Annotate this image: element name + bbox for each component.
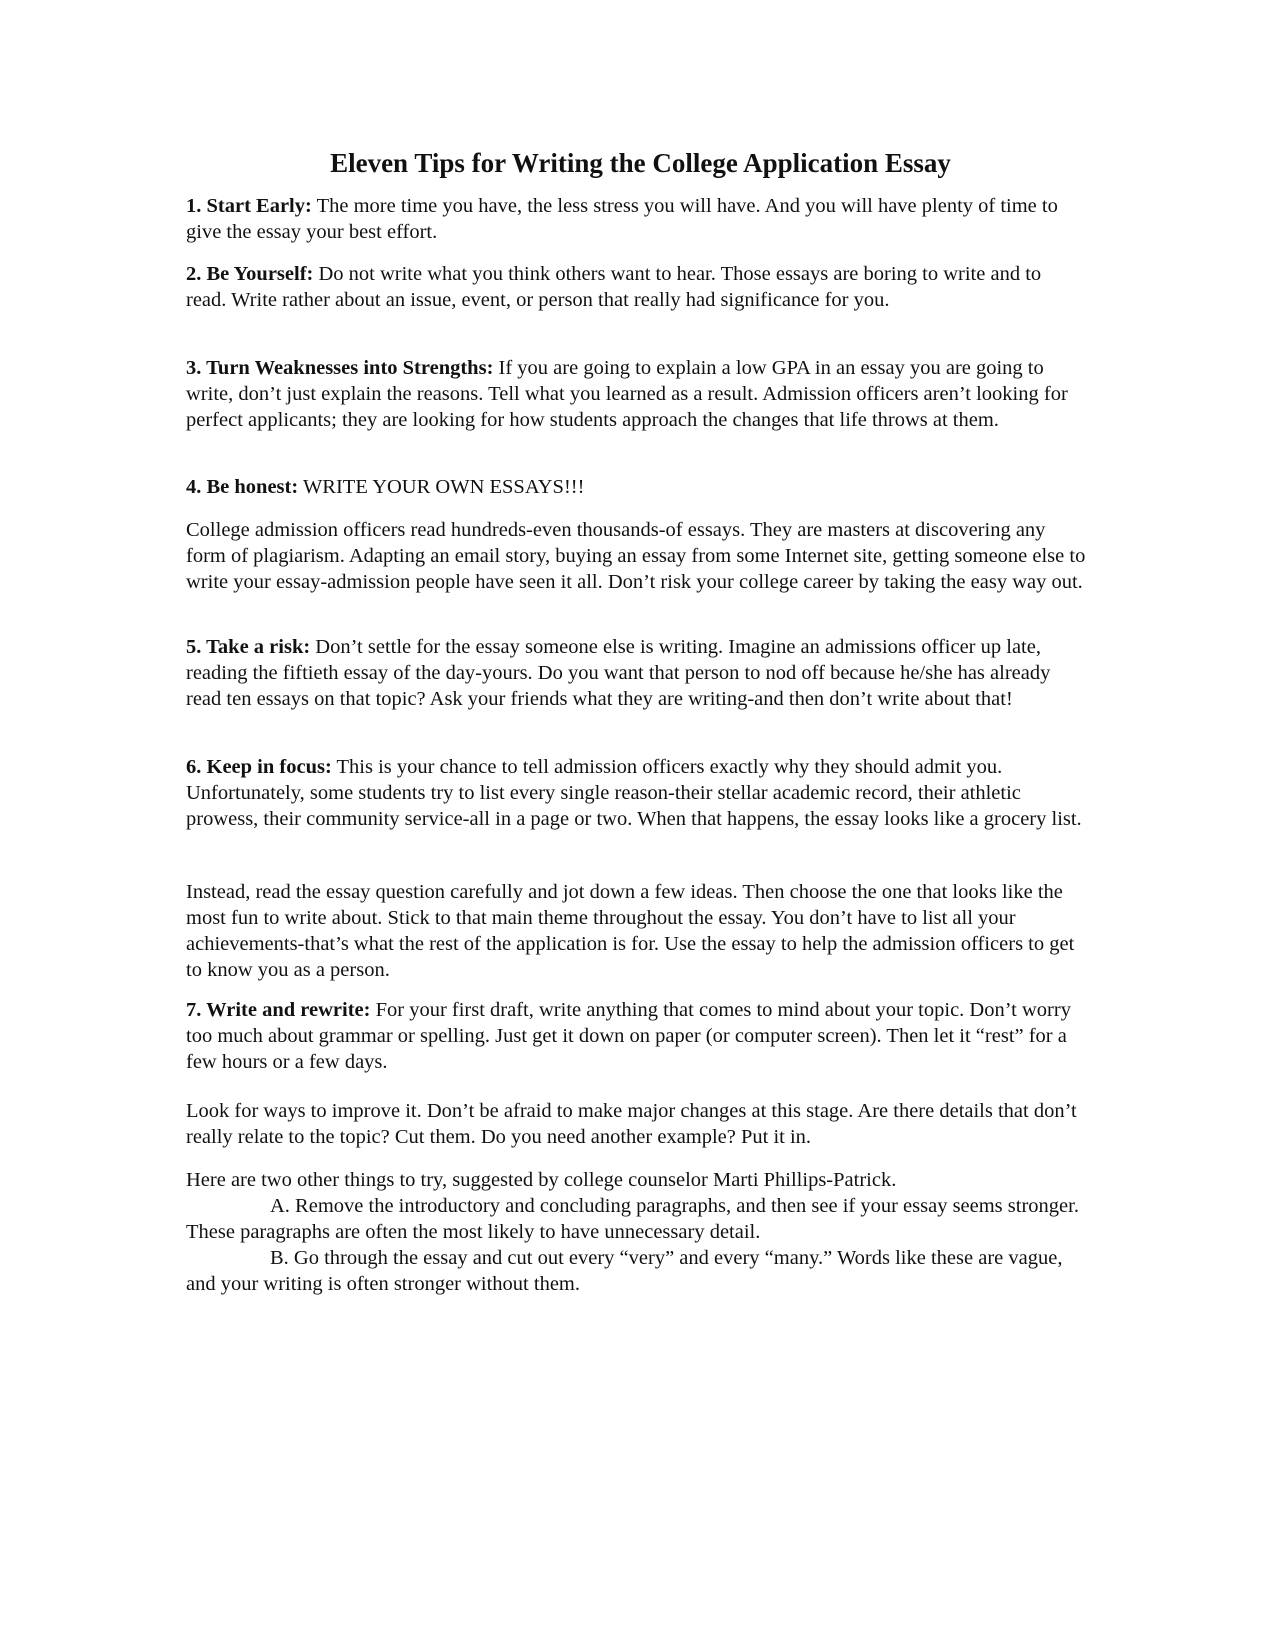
tip-7-continuation	[186, 1098, 1086, 1150]
tip-heading-6: 6. Keep in focus:	[186, 756, 332, 778]
tip-paragraph-1	[186, 193, 1086, 245]
tip-heading-4: 4. Be honest:	[186, 476, 299, 498]
tip-body-3: If you are going to explain a low GPA in an essay you are going to write, don’t just explain the reasons. Tell what you learned as a result. Admission officers aren’t looking for perfect applicants; they are looking for how students approach the changes that life throws at them.	[186, 357, 1068, 431]
tip-heading-1: 1. Start Early:	[186, 195, 312, 217]
tip-4-continuation	[186, 517, 1086, 595]
tip-body-4: WRITE YOUR OWN ESSAYS!!!	[298, 476, 585, 498]
tip-body-7: For your first draft, write anything that comes to mind about your topic. Don’t worry too much about grammar or spelling. Just get it down on paper (or computer screen). Then let it “rest” for a few hours or a few days.	[186, 999, 1071, 1073]
document-title: Eleven Tips for Writing the College Application Essay	[330, 148, 951, 178]
closing-intro: Here are two other things to try, suggested by college counselor Marti Phillips-Patrick.	[186, 1169, 897, 1191]
tip-6-continuation-text: Instead, read the essay question carefully and jot down a few ideas. Then choose the one that looks like the most fun to write about. Stick to that main theme throughout the essay. You don’t have to list all your achievements-that’s what the rest of the application is for. Use the essay to help the admission officers to get to know you as a person.	[186, 881, 1075, 981]
closing-item-a: A. Remove the introductory and concluding paragraphs, and then see if your essay seems stronger. These paragraphs are often the most likely to have unnecessary detail.	[186, 1195, 1079, 1243]
tip-body-5: Don’t settle for the essay someone else is writing. Imagine an admissions officer up late, reading the fiftieth essay of the day-yours. Do you want that person to nod off because he/she has already read ten essays on that topic? Ask your friends what they are writing-and then don’t write about that!	[186, 636, 1051, 710]
tip-heading-3: 3. Turn Weaknesses into Strengths:	[186, 357, 494, 379]
tip-paragraph-2	[186, 261, 1086, 313]
tip-body-2: Do not write what you think others want to hear. Those essays are boring to write and to read. Write rather about an issue, event, or person that really had significance for you.	[186, 263, 1042, 311]
tip-7-continuation-text: Look for ways to improve it. Don’t be afraid to make major changes at this stage. Are there details that don’t really relate to the topic? Cut them. Do you need another example? Put it in.	[186, 1100, 1077, 1148]
tip-paragraph-4	[186, 474, 1086, 500]
tip-6-continuation	[186, 879, 1086, 983]
tip-paragraph-3	[186, 355, 1086, 433]
tip-heading-7: 7. Write and rewrite:	[186, 999, 371, 1021]
tip-body-1: The more time you have, the less stress you will have. And you will have plenty of time to give the essay your best effort.	[186, 195, 1058, 243]
tip-heading-5: 5. Take a risk:	[186, 636, 311, 658]
tip-paragraph-6	[186, 754, 1086, 832]
tip-heading-2: 2. Be Yourself:	[186, 263, 314, 285]
tip-body-6: This is your chance to tell admission officers exactly why they should admit you. Unfortunately, some students try to list every single reason-their stellar academic record, their athletic prowess, their community service-all in a page or two. When that happens, the essay looks like a grocery list.	[186, 756, 1082, 830]
tip-paragraph-7	[186, 997, 1086, 1075]
tip-paragraph-5	[186, 634, 1086, 712]
closing-item-b: B. Go through the essay and cut out every “very” and every “many.” Words like these are vague, and your writing is often stronger without them.	[186, 1247, 1063, 1295]
closing-section	[186, 1167, 1086, 1297]
tip-4-continuation-text: College admission officers read hundreds-even thousands-of essays. They are masters at discovering any form of plagiarism. Adapting an email story, buying an essay from some Internet site, getting someone else to write your essay-admission people have seen it all. Don’t risk your college career by taking the easy way out.	[186, 519, 1086, 593]
